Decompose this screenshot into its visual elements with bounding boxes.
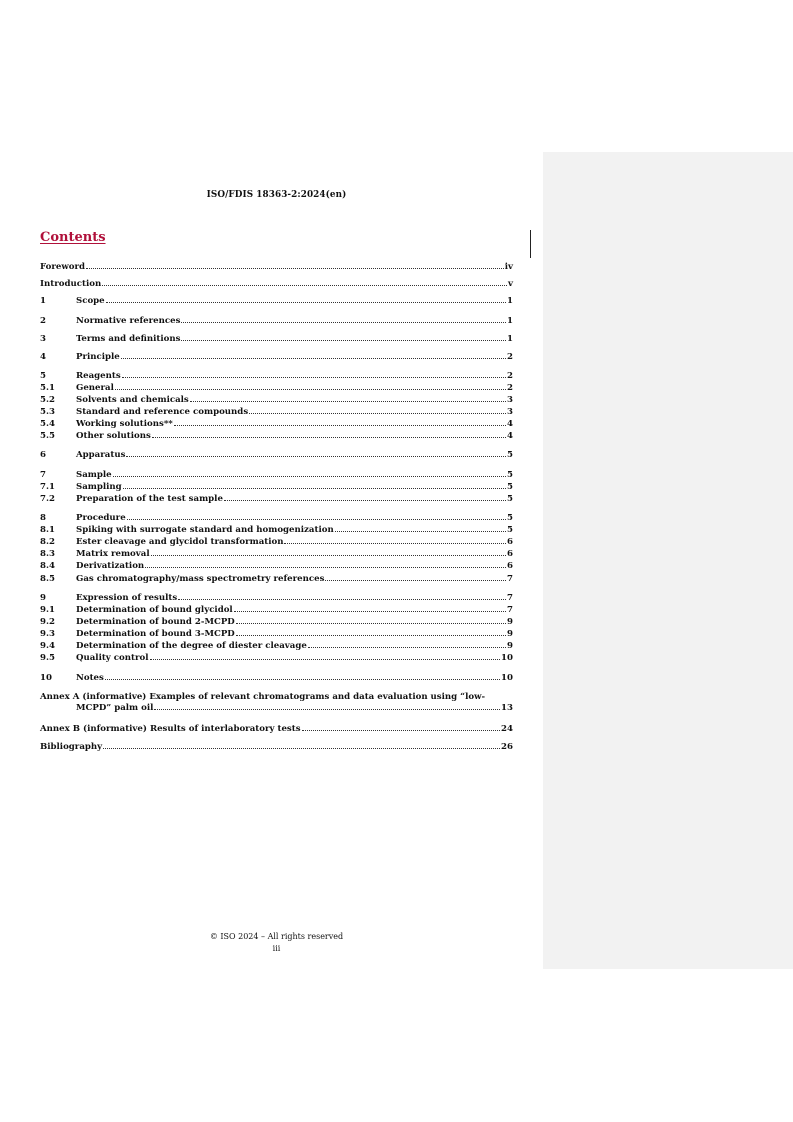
toc-entry-title: Sampling xyxy=(76,482,122,492)
toc-entry-title: Normative references xyxy=(76,316,181,326)
toc-leader-dots xyxy=(174,424,506,426)
toc-leader-dots xyxy=(150,658,501,660)
toc-leader-dots xyxy=(249,412,506,414)
toc-entry-title: Spiking with surrogate standard and homogenization xyxy=(76,525,334,535)
toc-entry-title: Matrix removal xyxy=(76,549,150,559)
comments-pane xyxy=(543,152,793,969)
toc-entry-title: Standard and reference compounds xyxy=(76,407,249,417)
toc-entry-page: 9 xyxy=(507,641,513,651)
toc-entry-page: 5 xyxy=(507,513,513,523)
toc-leader-dots xyxy=(121,357,506,359)
toc-entry-page: 3 xyxy=(507,395,513,405)
toc-leader-dots xyxy=(181,321,506,323)
toc-entry-scope[interactable] xyxy=(40,296,513,307)
toc-entry-page: 26 xyxy=(501,742,513,752)
toc-entry-title: Derivatization xyxy=(76,561,145,571)
toc-entry-working-solutions[interactable] xyxy=(40,419,513,430)
toc-entry-page: 7 xyxy=(507,574,513,584)
toc-entry-page: 6 xyxy=(507,549,513,559)
toc-leader-dots xyxy=(234,610,506,612)
toc-entry-title: Annex B (informative) Results of interlaboratory tests xyxy=(40,724,301,734)
toc-leader-dots xyxy=(335,530,506,532)
toc-leader-dots xyxy=(178,598,506,600)
toc-entry-annex-a[interactable] xyxy=(40,692,513,714)
toc-entry-title: Procedure xyxy=(76,513,126,523)
toc-entry-title: Introduction xyxy=(40,279,102,289)
toc-entry-page: iv xyxy=(504,262,513,272)
toc-leader-dots xyxy=(126,455,506,457)
toc-leader-dots xyxy=(122,376,506,378)
toc-leader-dots xyxy=(190,400,506,402)
toc-entry-page: 7 xyxy=(507,605,513,615)
toc-entry-title: Determination of bound 2-MCPD xyxy=(76,617,235,627)
toc-entry-page: 2 xyxy=(507,383,513,393)
toc-leader-dots xyxy=(154,708,500,710)
document-id-header: ISO/FDIS 18363-2:2024(en) xyxy=(206,190,347,200)
toc-entry-page: 13 xyxy=(501,703,513,713)
toc-entry-page: 10 xyxy=(501,653,513,663)
toc-entry-number: 7 xyxy=(40,470,46,480)
toc-entry-title: Principle xyxy=(76,352,120,362)
toc-entry-title: Terms and definitions xyxy=(76,334,181,344)
toc-entry-number: 7.1 xyxy=(40,482,55,492)
toc-entry-reagents[interactable] xyxy=(40,371,513,382)
toc-entry-number: 5.1 xyxy=(40,383,55,393)
toc-leader-dots xyxy=(284,542,506,544)
toc-entry-terms[interactable] xyxy=(40,334,513,345)
toc-leader-dots xyxy=(102,284,507,286)
toc-leader-dots xyxy=(302,729,500,731)
toc-entry-page: 9 xyxy=(507,629,513,639)
toc-entry-page: 1 xyxy=(507,334,513,344)
toc-entry-sample[interactable] xyxy=(40,470,513,481)
toc-entry-other-solutions[interactable] xyxy=(40,431,513,442)
contents-heading: Contents xyxy=(40,230,106,245)
toc-entry-ester-cleavage[interactable] xyxy=(40,537,513,548)
footer-copyright: © ISO 2024 – All rights reserved xyxy=(209,932,344,941)
toc-entry-page: 6 xyxy=(507,561,513,571)
toc-leader-dots xyxy=(103,747,500,749)
toc-entry-number: 9.2 xyxy=(40,617,55,627)
toc-leader-dots xyxy=(308,646,506,648)
toc-entry-number: 8 xyxy=(40,513,46,523)
toc-leader-dots xyxy=(145,566,506,568)
toc-entry-gc-ms[interactable] xyxy=(40,574,513,585)
toc-entry-procedure[interactable] xyxy=(40,513,513,524)
toc-entry-sampling[interactable] xyxy=(40,482,513,493)
toc-entry-page: 5 xyxy=(507,494,513,504)
toc-leader-dots xyxy=(115,388,506,390)
text-cursor xyxy=(530,230,531,258)
toc-entry-page: 1 xyxy=(507,296,513,306)
toc-entry-page: 5 xyxy=(507,525,513,535)
toc-entry-number: 8.2 xyxy=(40,537,55,547)
toc-entry-quality-control[interactable] xyxy=(40,653,513,664)
toc-leader-dots xyxy=(113,475,506,477)
toc-entry-title: Annex A (informative) Examples of relevant chromatograms and data evaluation using “low- xyxy=(40,692,486,702)
toc-entry-number: 7.2 xyxy=(40,494,55,504)
toc-entry-title: Foreword xyxy=(40,262,86,272)
toc-entry-number: 2 xyxy=(40,316,46,326)
toc-entry-foreword[interactable] xyxy=(40,262,513,273)
toc-entry-number: 10 xyxy=(40,673,52,683)
toc-entry-number: 9.4 xyxy=(40,641,55,651)
toc-entry-number: 8.1 xyxy=(40,525,55,535)
toc-entry-expression-of-results[interactable] xyxy=(40,593,513,604)
toc-entry-page: 7 xyxy=(507,593,513,603)
toc-entry-normative-references[interactable] xyxy=(40,316,513,327)
toc-entry-number: 8.5 xyxy=(40,574,55,584)
toc-leader-dots xyxy=(105,678,500,680)
toc-entry-title: Working solutions** xyxy=(76,419,173,429)
toc-entry-title: Preparation of the test sample xyxy=(76,494,223,504)
toc-entry-annex-b[interactable] xyxy=(40,724,513,735)
toc-entry-number: 9.5 xyxy=(40,653,55,663)
toc-entry-number: 5.4 xyxy=(40,419,55,429)
toc-entry-title: Reagents xyxy=(76,371,121,381)
toc-entry-number: 5 xyxy=(40,371,46,381)
toc-entry-number: 5.3 xyxy=(40,407,55,417)
toc-entry-introduction[interactable] xyxy=(40,279,513,290)
toc-entry-solvents[interactable] xyxy=(40,395,513,406)
toc-leader-dots xyxy=(236,622,506,624)
toc-entry-page: 3 xyxy=(507,407,513,417)
toc-entry-page: 1 xyxy=(507,316,513,326)
toc-leader-dots xyxy=(152,436,506,438)
toc-leader-dots xyxy=(106,301,506,303)
toc-entry-preparation[interactable] xyxy=(40,494,513,505)
toc-entry-title: Other solutions xyxy=(76,431,151,441)
toc-entry-derivatization[interactable] xyxy=(40,561,513,572)
toc-entry-title: Notes xyxy=(76,673,104,683)
toc-leader-dots xyxy=(236,634,506,636)
toc-entry-page: 2 xyxy=(507,371,513,381)
toc-entry-number: 8.3 xyxy=(40,549,55,559)
toc-entry-general[interactable] xyxy=(40,383,513,394)
footer-page-number: iii xyxy=(272,944,281,953)
toc-entry-number: 1 xyxy=(40,296,46,306)
toc-entry-page: 5 xyxy=(507,482,513,492)
toc-leader-dots xyxy=(86,267,504,269)
toc-entry-bound-3-mcpd[interactable] xyxy=(40,629,513,640)
toc-entry-bibliography[interactable] xyxy=(40,742,513,753)
toc-entry-title: Determination of the degree of diester cleavage xyxy=(76,641,307,651)
toc-entry-title: Determination of bound 3-MCPD xyxy=(76,629,235,639)
toc-entry-apparatus[interactable] xyxy=(40,450,513,461)
toc-entry-title-continued: MCPD” palm oil xyxy=(76,703,154,713)
toc-entry-title: Expression of results xyxy=(76,593,178,603)
toc-entry-page: 10 xyxy=(501,673,513,683)
toc-entry-title: Gas chromatography/mass spectrometry references xyxy=(76,574,325,584)
toc-entry-page: 5 xyxy=(507,450,513,460)
toc-entry-page: 4 xyxy=(507,431,513,441)
toc-entry-notes[interactable] xyxy=(40,673,513,684)
toc-entry-number: 9.1 xyxy=(40,605,55,615)
toc-entry-bound-glycidol[interactable] xyxy=(40,605,513,616)
toc-entry-standard-compounds[interactable] xyxy=(40,407,513,418)
toc-leader-dots xyxy=(181,339,506,341)
toc-entry-title: General xyxy=(76,383,114,393)
toc-entry-page: 5 xyxy=(507,470,513,480)
toc-entry-title: Bibliography xyxy=(40,742,103,752)
toc-entry-number: 8.4 xyxy=(40,561,55,571)
toc-entry-page: 6 xyxy=(507,537,513,547)
toc-entry-number: 5.5 xyxy=(40,431,55,441)
toc-entry-page: v xyxy=(508,279,513,289)
toc-entry-title: Solvents and chemicals xyxy=(76,395,189,405)
toc-entry-bound-2-mcpd[interactable] xyxy=(40,617,513,628)
toc-entry-page: 24 xyxy=(501,724,513,734)
toc-entry-diester-cleavage[interactable] xyxy=(40,641,513,652)
toc-entry-page: 2 xyxy=(507,352,513,362)
toc-entry-title: Quality control xyxy=(76,653,149,663)
toc-entry-title: Sample xyxy=(76,470,112,480)
toc-entry-title: Apparatus xyxy=(76,450,126,460)
toc-entry-matrix-removal[interactable] xyxy=(40,549,513,560)
toc-entry-number: 9 xyxy=(40,593,46,603)
toc-entry-title: Scope xyxy=(76,296,105,306)
toc-entry-number: 4 xyxy=(40,352,46,362)
toc-entry-number: 6 xyxy=(40,450,46,460)
toc-leader-dots xyxy=(151,554,506,556)
toc-entry-number: 3 xyxy=(40,334,46,344)
toc-leader-dots xyxy=(123,487,506,489)
toc-entry-page: 9 xyxy=(507,617,513,627)
toc-leader-dots xyxy=(224,499,506,501)
toc-leader-dots xyxy=(127,518,506,520)
toc-leader-dots xyxy=(325,579,506,581)
toc-entry-page: 4 xyxy=(507,419,513,429)
toc-entry-principle[interactable] xyxy=(40,352,513,363)
toc-entry-number: 9.3 xyxy=(40,629,55,639)
toc-entry-title: Determination of bound glycidol xyxy=(76,605,233,615)
toc-entry-spiking[interactable] xyxy=(40,525,513,536)
toc-entry-number: 5.2 xyxy=(40,395,55,405)
toc-entry-title: Ester cleavage and glycidol transformation xyxy=(76,537,284,547)
